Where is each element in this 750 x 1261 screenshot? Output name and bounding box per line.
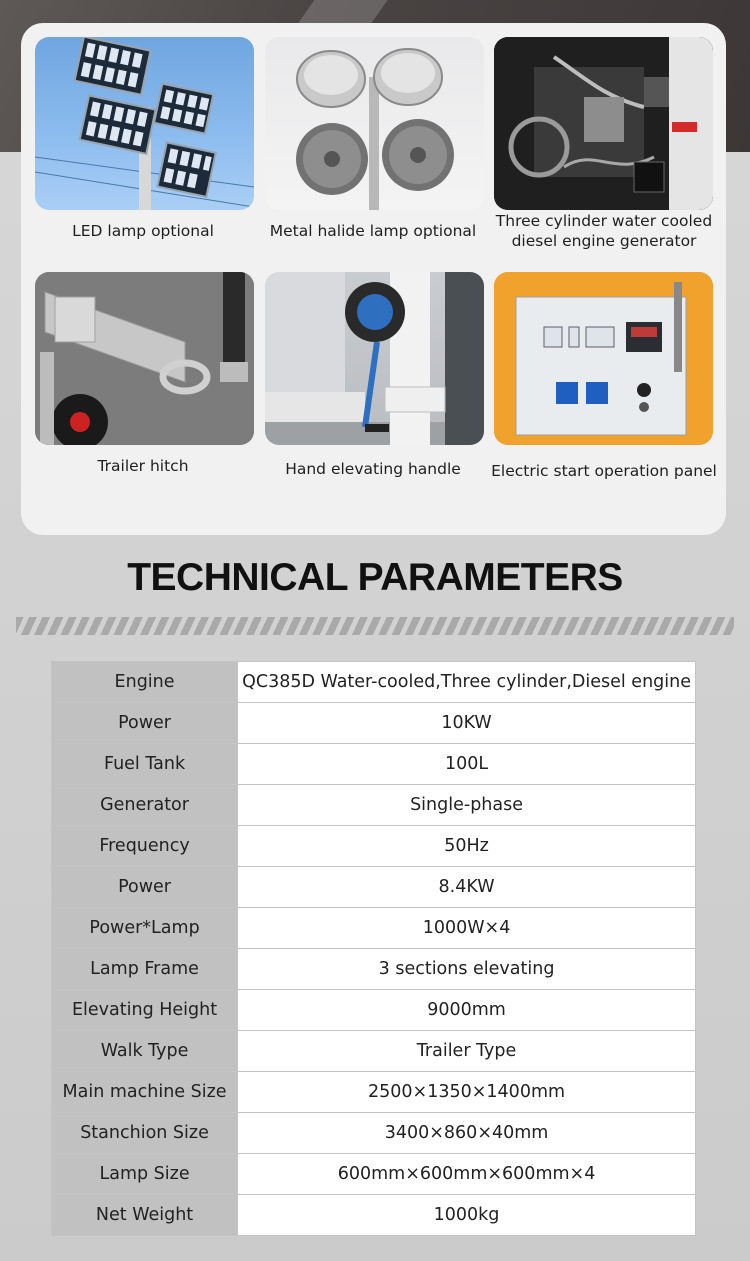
spec-label: Net Weight	[52, 1195, 238, 1236]
spec-row	[52, 662, 696, 703]
spec-label: Fuel Tank	[52, 744, 238, 785]
spec-value: 1000kg	[238, 1195, 696, 1236]
trailer-hitch-photo	[35, 272, 254, 445]
spec-label: Power*Lamp	[52, 908, 238, 949]
spec-label: Frequency	[52, 826, 238, 867]
spec-label: Engine	[52, 662, 238, 703]
spec-row	[52, 785, 696, 826]
spec-value: 9000mm	[238, 990, 696, 1031]
spec-label: Lamp Frame	[52, 949, 238, 990]
spec-label: Power	[52, 703, 238, 744]
spec-value: 2500×1350×1400mm	[238, 1072, 696, 1113]
diesel-engine-photo	[494, 37, 713, 210]
gallery-caption-winch: Hand elevating handle	[285, 460, 461, 478]
spec-value: 10KW	[238, 703, 696, 744]
spec-row	[52, 949, 696, 990]
spec-label: Stanchion Size	[52, 1113, 238, 1154]
spec-row	[52, 703, 696, 744]
spec-value: 600mm×600mm×600mm×4	[238, 1154, 696, 1195]
spec-row	[52, 1154, 696, 1195]
spec-value: Trailer Type	[238, 1031, 696, 1072]
section-title: TECHNICAL PARAMETERS	[127, 556, 623, 599]
spec-label: Power	[52, 867, 238, 908]
spec-row	[52, 867, 696, 908]
spec-value: 1000W×4	[238, 908, 696, 949]
spec-row	[52, 1113, 696, 1154]
spec-label: Lamp Size	[52, 1154, 238, 1195]
technical-parameters-table	[51, 661, 696, 1236]
hand-elevating-handle-photo	[265, 272, 484, 445]
gallery-caption-metal-halide: Metal halide lamp optional	[269, 222, 477, 240]
electric-start-panel-photo	[494, 272, 713, 445]
decorative-stripe-divider	[16, 617, 734, 635]
gallery-caption-led: LED lamp optional	[72, 222, 214, 240]
spec-value: 3 sections elevating	[238, 949, 696, 990]
spec-row	[52, 826, 696, 867]
gallery-caption-hitch: Trailer hitch	[97, 457, 189, 475]
spec-row	[52, 744, 696, 785]
spec-row	[52, 1195, 696, 1236]
spec-value: Single-phase	[238, 785, 696, 826]
metal-halide-lamp-photo	[265, 37, 484, 210]
spec-row	[52, 908, 696, 949]
spec-value: 8.4KW	[238, 867, 696, 908]
spec-value: 100L	[238, 744, 696, 785]
spec-label: Elevating Height	[52, 990, 238, 1031]
spec-label: Main machine Size	[52, 1072, 238, 1113]
gallery-caption-engine: Three cylinder water cooled diesel engine generator	[495, 212, 713, 250]
spec-value: QC385D Water-cooled,Three cylinder,Diesel engine	[238, 662, 696, 703]
spec-row	[52, 1072, 696, 1113]
spec-row	[52, 990, 696, 1031]
spec-value: 3400×860×40mm	[238, 1113, 696, 1154]
gallery-caption-panel: Electric start operation panel	[491, 462, 717, 480]
spec-row	[52, 1031, 696, 1072]
spec-value: 50Hz	[238, 826, 696, 867]
spec-label: Generator	[52, 785, 238, 826]
spec-label: Walk Type	[52, 1031, 238, 1072]
led-lamp-photo	[35, 37, 254, 210]
